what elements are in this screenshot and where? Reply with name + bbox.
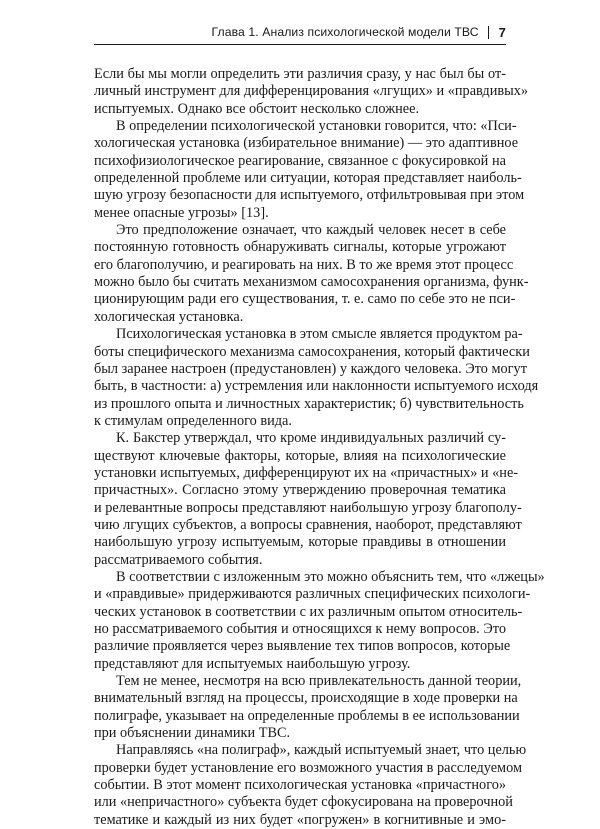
paragraph (94, 673, 522, 742)
chapter-title: Анализ психологической модели ТВС (262, 25, 479, 39)
text-line: менее опасные угрозы» [13]. (94, 204, 269, 221)
text-line: чию лгущих субъектов, а вопросы сравнения, наоборот, представляют (94, 516, 522, 533)
text-line: Тем не менее, несмотря на всю привлекательность данной теории, (116, 673, 522, 690)
text-line: ществуют ключевые факторы, которые, влияя на психологические (94, 447, 506, 464)
text-line: Это предположение означает, что каждый человек несет в себе (116, 222, 506, 239)
text-line: полиграфе, указывает на определенные проблемы в ее использовании (94, 707, 520, 724)
text-line: шую угрозу безопасности для испытуемого, отфильтровывая при этом (94, 187, 525, 204)
text-line: определенной проблеме или ситуации, которая представляет наиболь- (94, 170, 522, 187)
text-line: тематике и каждый из них будет «погружен» в когнитивные и эмо- (94, 811, 506, 828)
paragraph (94, 222, 529, 326)
text-line: испытуемых. Однако все обстоит несколько сложнее. (94, 100, 420, 117)
text-line: ческих установок в соответствии с их различным опытом относитель- (94, 603, 523, 620)
text-line: или «непричастного» субъекта будет сфокусирована на проверочной (94, 794, 513, 811)
text-line: был заранее настроен (предустановлен) у каждого человека. Это могут (94, 360, 527, 377)
chapter-label: Глава 1. (211, 25, 259, 39)
text-line: его благополучию, и реагировать на них. В то же время этот процесс (94, 256, 514, 273)
text-line: рассматриваемого события. (94, 551, 263, 568)
text-line: к стимулам определенного вида. (94, 412, 292, 429)
text-line: внимательный взгляд на процессы, происходящие в ходе проверки на (94, 690, 518, 707)
paragraph (94, 66, 529, 118)
text-line: постоянную готовность обнаруживать сигналы, которые угрожают (94, 239, 506, 256)
header-rule (94, 44, 506, 45)
text-line: но рассматриваемого события и относящихся к нему вопросов. Это (94, 621, 506, 637)
text-line: хологическая установка (избирательное внимание) — это адаптивное (94, 135, 519, 152)
text-line: Если бы мы могли определить эти различия сразу, у нас был бы от- (94, 66, 506, 82)
text-line: ционирующим ради его существования, т. е. само по себе это не пси- (94, 291, 516, 308)
paragraph (94, 326, 539, 430)
text-line: причастных». Согласно этому утверждению проверочная тематика (94, 482, 506, 499)
text-line: В определении психологической установки говорится, что: «Пси- (116, 118, 517, 135)
paragraph (94, 742, 527, 829)
text-line: личный инструмент для дифференцирования «лгущих» и «правдивых» (94, 83, 529, 100)
paragraph (94, 430, 522, 569)
text-line: установки испытуемых, дифференцируют их на «причастных» и «не- (94, 464, 519, 481)
body-text (94, 66, 545, 829)
text-line: В соответствии с изложенным это можно объяснить тем, что «лжецы» (116, 568, 545, 585)
text-line: Направляясь «на полиграф», каждый испытуемый знает, что целью (116, 742, 527, 759)
text-line: представляют для испытуемых наибольшую угрозу. (94, 655, 411, 672)
text-line: из прошлого опыта и личностных характеристик; б) чувствительность (94, 395, 524, 412)
text-line: К. Бакстер утверждал, что кроме индивидуальных различий су- (116, 430, 506, 447)
text-line: событии. В этот момент психологическая установка «причастного» (94, 777, 506, 794)
text-line: различие проявляется через выявление тех типов вопросов, которые (94, 638, 511, 655)
text-line: можно было бы считать механизмом самосохранения организма, функ- (94, 274, 529, 291)
running-header (211, 22, 506, 42)
page-number: 7 (498, 24, 506, 40)
paragraph (94, 118, 525, 222)
text-line: хологическая установка. (94, 308, 244, 325)
text-line: при объяснении динамики ТВС. (94, 725, 291, 742)
text-line: психофизиологическое реагирование, связанное с фокусировкой на (94, 152, 506, 169)
text-line: быть, в частности: а) устремления или наклонности испытуемого исходя (94, 378, 539, 395)
text-line: боты специфического механизма самосохранения, который фактически (94, 343, 530, 360)
text-line: проверки будет установление его возможного участия в расследуемом (94, 759, 523, 776)
header-separator (488, 26, 489, 39)
paragraph (94, 568, 545, 673)
text-line: Психологическая установка в этом смысле является продуктом ра- (116, 326, 523, 343)
text-line: и «правдивые» придерживаются различных специфических психологи- (94, 586, 531, 603)
text-line: наибольшую угрозу испытуемым, которые правдивы в отношении (94, 534, 506, 551)
text-line: и релевантные вопросы представляют наибольшую угрозу благополу- (94, 499, 522, 516)
